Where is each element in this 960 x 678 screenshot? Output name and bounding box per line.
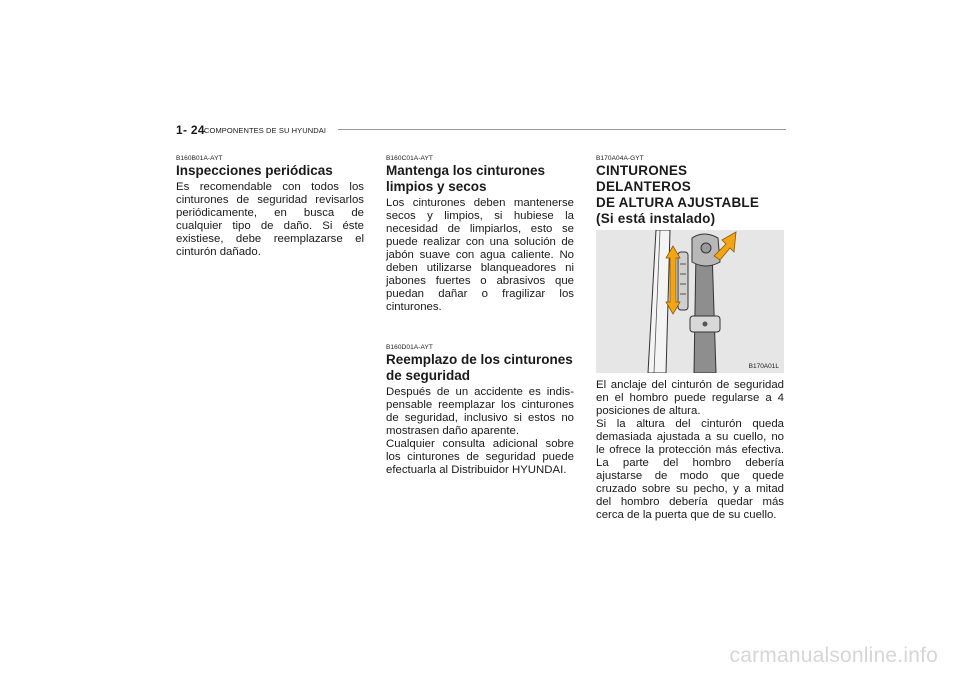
figure-label: B170A01L	[748, 363, 779, 370]
seatbelt-illustration	[596, 230, 784, 373]
section-inspecciones	[176, 155, 364, 259]
section-body: Los cinturones deben mantenerse secos y limpios, si hubiese la necesidad de limpiarlos, esto se puede realizar con una solución de jabón suave con agua caliente. No deben utilizarse blanqueadores ni jabones fuertes o abrasivos que puedan dañar o fragilizar los cinturones.	[386, 197, 574, 313]
section-limpieza	[386, 155, 574, 314]
section-title	[596, 163, 784, 227]
section-name: COMPONENTES DE SU HYUNDAI	[204, 126, 327, 135]
section-code: B160B01A-AYT	[176, 155, 223, 162]
section-body: Después de un accidente es indis- pensable reemplazar los cinturones de seguridad, inclusivo si estos no mostrasen daño aparente.	[386, 386, 574, 437]
section-code: B160C01A-AYT	[386, 155, 433, 162]
section-body-2: Cualquier consulta adicional sobre los cinturones de seguridad puede efectuarla al Distribuidor HYUNDAI.	[386, 438, 574, 476]
anchor-bolt	[701, 243, 711, 253]
section-body: Es recomendable con todos los cinturones de seguridad revisarlos periódicamente, en busca de cualquier tipo de daño. Si éste existiese, debe reemplazarse el cinturón dañado.	[176, 181, 364, 258]
header-rule	[338, 129, 786, 130]
section-code: B170A04A-GYT	[596, 155, 644, 162]
section-title: Inspecciones periódicas	[176, 163, 333, 178]
seatbelt-strap	[694, 250, 716, 373]
buckle-button	[703, 322, 708, 327]
page-number: 1- 24	[176, 123, 205, 137]
section-title-line-3: (Si está instalado)	[596, 211, 716, 226]
page-header	[176, 123, 786, 137]
section-title-line-1: CINTURONES DELANTEROS	[596, 163, 692, 194]
column-1	[176, 155, 364, 259]
watermark: carmanualsonline.info	[729, 644, 938, 667]
section-title: Reemplazo de los cinturones de seguridad	[386, 352, 573, 383]
section-title-line-2: DE ALTURA AJUSTABLE	[596, 195, 760, 210]
column-2	[386, 155, 574, 477]
section-code: B160D01A-AYT	[386, 344, 433, 351]
section-reemplazo	[386, 344, 574, 477]
section-title: Mantenga los cinturones limpios y secos	[386, 163, 546, 194]
seatbelt-drawing	[596, 230, 784, 373]
height-adjuster-rail	[678, 252, 688, 310]
section-body-2: Si la altura del cinturón queda demasiada ajustada a su cuello, no le ofrece la protección más efectiva. La parte del hombro debería ajustarse de modo que quede cruzado sobre su pecho, y a mitad del hombro debería quedar más cerca de la puerta que de su cuello.	[596, 418, 784, 521]
column-3	[596, 155, 784, 522]
section-body: El anclaje del cinturón de seguridad en el hombro puede regularse a 4 posiciones de altura.	[596, 379, 784, 417]
section-altura-ajustable	[596, 155, 784, 522]
